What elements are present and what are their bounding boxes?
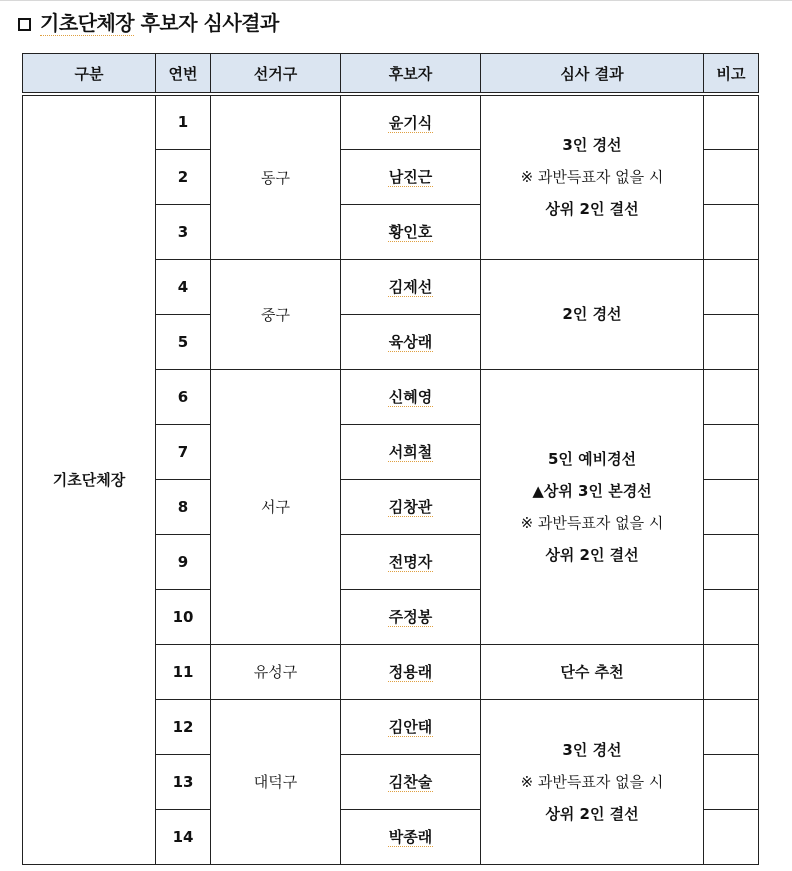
note-cell xyxy=(704,699,759,754)
table-row xyxy=(23,94,759,149)
header-candidate: 후보자 xyxy=(341,54,481,95)
number-cell: 10 xyxy=(156,589,211,644)
district-cell: 유성구 xyxy=(211,644,341,699)
results-body xyxy=(23,94,759,864)
result-cell xyxy=(481,369,704,644)
candidate-name: 육상래 xyxy=(388,333,433,351)
district-cell: 대덕구 xyxy=(211,699,341,864)
number-cell: 14 xyxy=(156,809,211,864)
header-number: 연번 xyxy=(156,54,211,95)
result-line: ※ 과반득표자 없을 시 xyxy=(520,513,664,532)
header-row xyxy=(23,54,759,95)
result-line: 단수 추천 xyxy=(560,662,624,681)
number-cell: 6 xyxy=(156,369,211,424)
result-line: 2인 경선 xyxy=(562,305,622,323)
results-table xyxy=(22,53,759,865)
candidate-cell xyxy=(341,204,481,259)
note-cell xyxy=(704,589,759,644)
candidate-name: 김제선 xyxy=(388,278,433,296)
candidate-name: 신혜영 xyxy=(388,388,433,406)
candidate-name: 황인호 xyxy=(388,223,433,241)
note-cell xyxy=(704,369,759,424)
district-cell: 중구 xyxy=(211,259,341,369)
number-cell: 4 xyxy=(156,259,211,314)
result-cell xyxy=(481,259,704,369)
candidate-cell xyxy=(341,754,481,809)
result-line: ▲상위 3인 본경선 xyxy=(532,481,652,500)
candidate-name: 김찬술 xyxy=(388,773,433,791)
candidate-name: 김안태 xyxy=(388,718,433,736)
header-result: 심사 결과 xyxy=(481,54,704,95)
candidate-name: 윤기식 xyxy=(388,113,433,132)
result-cell xyxy=(481,644,704,699)
header-category: 구분 xyxy=(23,54,156,95)
result-line: 5인 예비경선 xyxy=(547,449,637,468)
candidate-cell xyxy=(341,699,481,754)
number-cell: 13 xyxy=(156,754,211,809)
candidate-name: 서희철 xyxy=(388,443,433,461)
note-cell xyxy=(704,754,759,809)
result-line: 상위 2인 결선 xyxy=(545,804,639,823)
category-cell: 기초단체장 xyxy=(23,94,156,864)
candidate-cell xyxy=(341,809,481,864)
candidate-cell xyxy=(341,479,481,534)
number-cell: 7 xyxy=(156,424,211,479)
number-cell: 3 xyxy=(156,204,211,259)
candidate-name: 김창관 xyxy=(388,498,433,516)
candidate-cell xyxy=(341,534,481,589)
candidate-cell xyxy=(341,589,481,644)
candidate-name: 주정봉 xyxy=(388,608,433,626)
number-cell: 5 xyxy=(156,314,211,369)
checkbox-bullet-icon xyxy=(18,18,31,31)
header-note: 비고 xyxy=(704,54,759,95)
candidate-cell xyxy=(341,644,481,699)
note-cell xyxy=(704,94,759,149)
result-cell xyxy=(481,699,704,864)
candidate-name: 전명자 xyxy=(388,553,433,571)
result-cell xyxy=(481,94,704,259)
candidate-cell xyxy=(341,369,481,424)
result-line: ※ 과반득표자 없을 시 xyxy=(520,772,664,791)
result-line: 3인 경선 xyxy=(562,136,622,155)
candidate-cell xyxy=(341,149,481,204)
candidate-name: 정용래 xyxy=(388,663,433,681)
note-cell xyxy=(704,644,759,699)
note-cell xyxy=(704,424,759,479)
title-prefix: 기초단체장 xyxy=(40,11,135,35)
district-cell: 서구 xyxy=(211,369,341,644)
district-cell: 동구 xyxy=(211,94,341,259)
result-line: 상위 2인 결선 xyxy=(545,200,639,219)
note-cell xyxy=(704,149,759,204)
number-cell: 8 xyxy=(156,479,211,534)
result-line: ※ 과반득표자 없을 시 xyxy=(520,168,664,187)
candidate-name: 박종래 xyxy=(388,828,433,846)
number-cell: 1 xyxy=(156,94,211,149)
page-title xyxy=(18,8,279,38)
note-cell xyxy=(704,259,759,314)
top-divider xyxy=(0,0,792,5)
header-district: 선거구 xyxy=(211,54,341,95)
note-cell xyxy=(704,809,759,864)
number-cell: 2 xyxy=(156,149,211,204)
candidate-cell xyxy=(341,94,481,149)
result-line: 3인 경선 xyxy=(562,740,622,759)
note-cell xyxy=(704,314,759,369)
result-line: 상위 2인 결선 xyxy=(545,545,639,564)
candidate-cell xyxy=(341,424,481,479)
title-main: 후보자 심사결과 xyxy=(140,11,279,35)
candidate-cell xyxy=(341,259,481,314)
candidate-name: 남진근 xyxy=(388,168,433,186)
candidate-cell xyxy=(341,314,481,369)
number-cell: 11 xyxy=(156,644,211,699)
number-cell: 12 xyxy=(156,699,211,754)
note-cell xyxy=(704,204,759,259)
note-cell xyxy=(704,534,759,589)
note-cell xyxy=(704,479,759,534)
number-cell: 9 xyxy=(156,534,211,589)
